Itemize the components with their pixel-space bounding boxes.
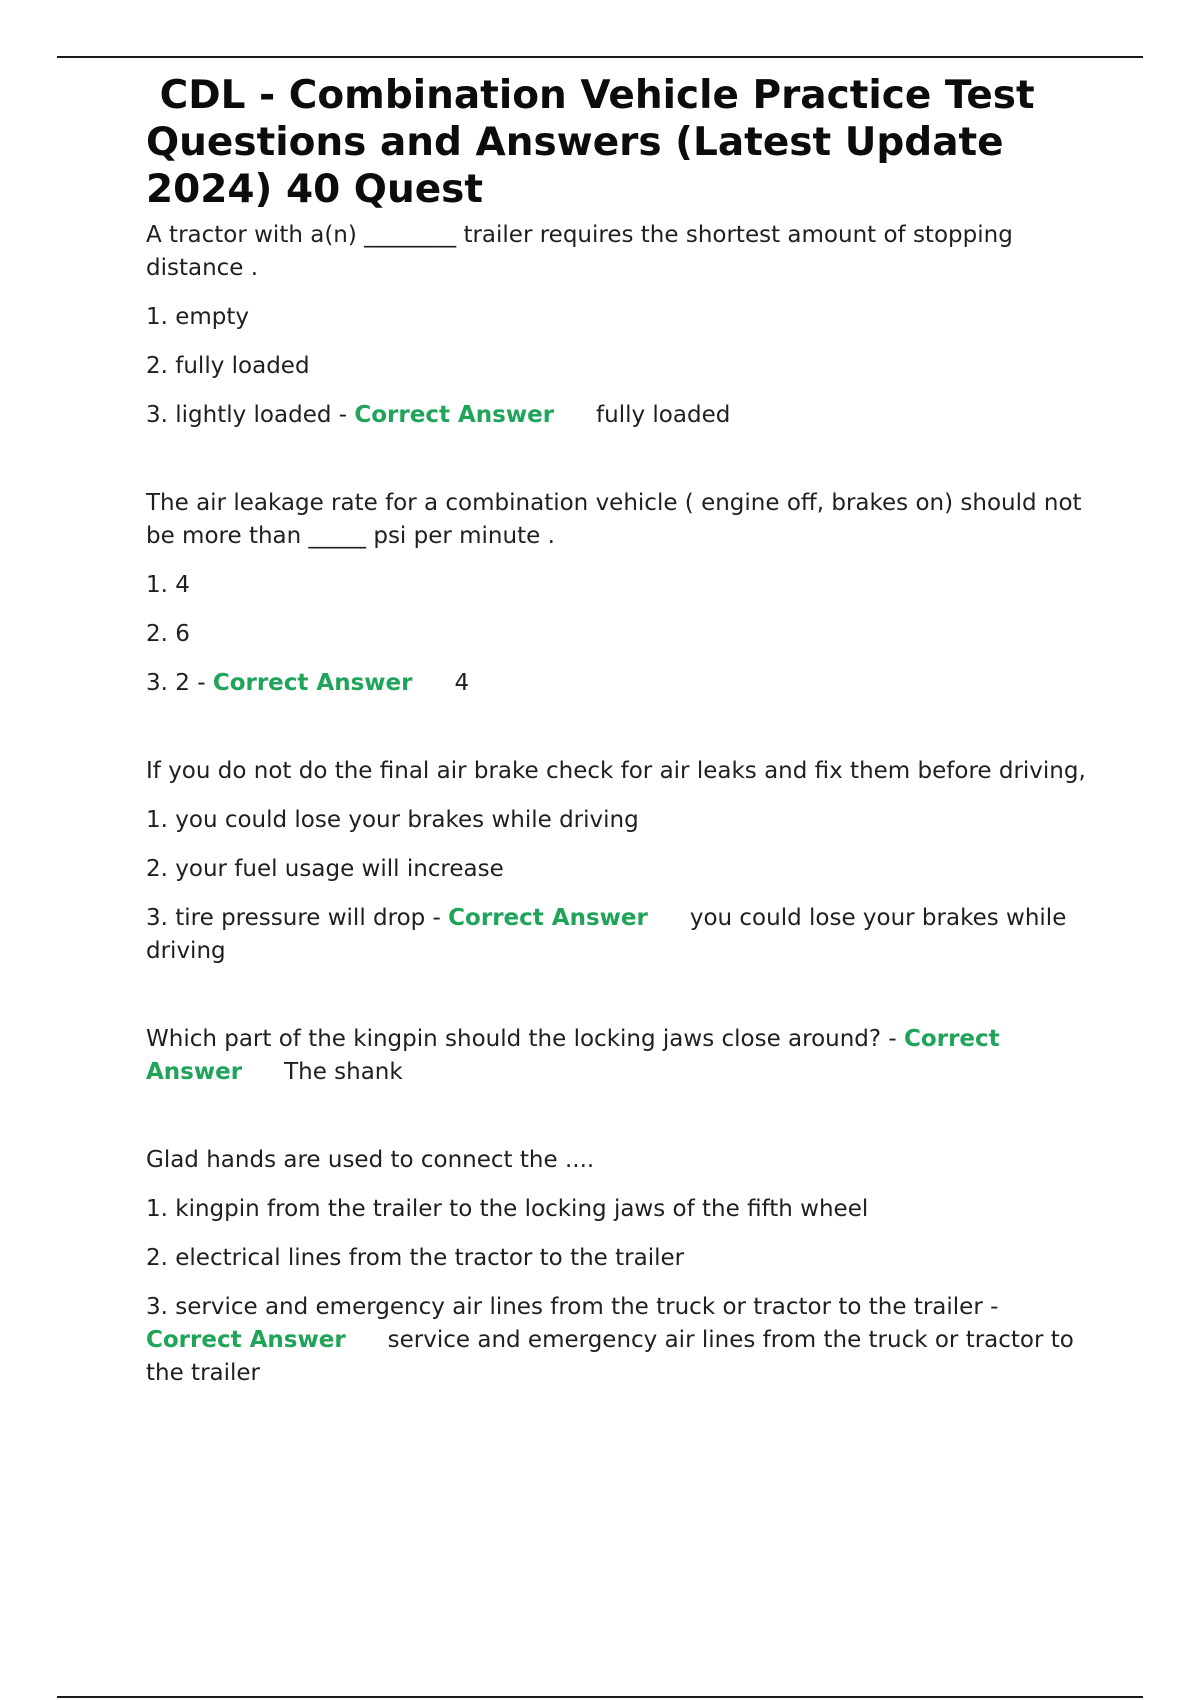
option-1: 1. you could lose your brakes while driving: [146, 807, 639, 833]
correct-answer-label-part-2: Answer: [146, 1059, 243, 1085]
option-3-text: 3. lightly loaded -: [146, 402, 355, 428]
top-rule: [57, 56, 1143, 58]
option-2: 2. electrical lines from the tractor to the trailer: [146, 1245, 685, 1271]
option-3-text: 3. tire pressure will drop -: [146, 905, 449, 931]
question-text: The air leakage rate for a combination vehicle ( engine off, brakes on) should not be more than _____ psi per minute .: [146, 490, 1089, 549]
question-with-answer: [146, 1023, 1086, 1089]
option-3-with-answer: [146, 902, 1086, 968]
document-title: CDL - Combination Vehicle Practice Test Questions and Answers (Latest Update 2024) 40 Quest: [146, 73, 1049, 212]
question-block-4: [146, 1023, 1086, 1089]
option-3-with-answer: [146, 399, 1086, 432]
option-1: 1. 4: [146, 572, 190, 598]
answer-text: service and emergency air lines from the truck or tractor to the trailer: [146, 1327, 1082, 1386]
correct-answer-label: Correct Answer: [146, 1327, 346, 1353]
option-1: 1. empty: [146, 304, 250, 330]
question-text: A tractor with a(n) ________ trailer requires the shortest amount of stopping distance .: [146, 222, 1021, 281]
question-block-2: [146, 487, 1089, 700]
answer-text: you could lose your brakes while driving: [146, 905, 1074, 964]
bottom-rule: [57, 1696, 1143, 1698]
correct-answer-label: Correct Answer: [212, 670, 413, 696]
correct-answer-label: Correct Answer: [448, 905, 648, 931]
answer-text: The shank: [284, 1059, 403, 1085]
question-block-1: [146, 219, 1086, 432]
option-2: 2. your fuel usage will increase: [146, 856, 504, 882]
answer-text: 4: [454, 670, 470, 696]
document-body: [146, 72, 1089, 1445]
question-text: If you do not do the final air brake check for air leaks and fix them before driving,: [146, 758, 1086, 784]
question-block-5: [146, 1144, 1086, 1390]
option-3-with-answer: [146, 667, 1086, 700]
option-3-text: 3. service and emergency air lines from the truck or tractor to the trailer -: [146, 1294, 1006, 1320]
option-3-with-answer: [146, 1291, 1086, 1390]
question-text: Glad hands are used to connect the ....: [146, 1147, 595, 1173]
option-1: 1. kingpin from the trailer to the locking jaws of the fifth wheel: [146, 1196, 869, 1222]
correct-answer-label: Correct Answer: [354, 402, 555, 428]
option-2: 2. 6: [146, 621, 190, 647]
option-3-text: 3. 2 -: [146, 670, 213, 696]
answer-text: fully loaded: [596, 402, 731, 428]
correct-answer-label-part-1: Correct: [904, 1026, 1000, 1052]
question-block-3: [146, 755, 1086, 968]
question-text: Which part of the kingpin should the locking jaws close around? -: [146, 1026, 905, 1052]
option-2: 2. fully loaded: [146, 353, 310, 379]
